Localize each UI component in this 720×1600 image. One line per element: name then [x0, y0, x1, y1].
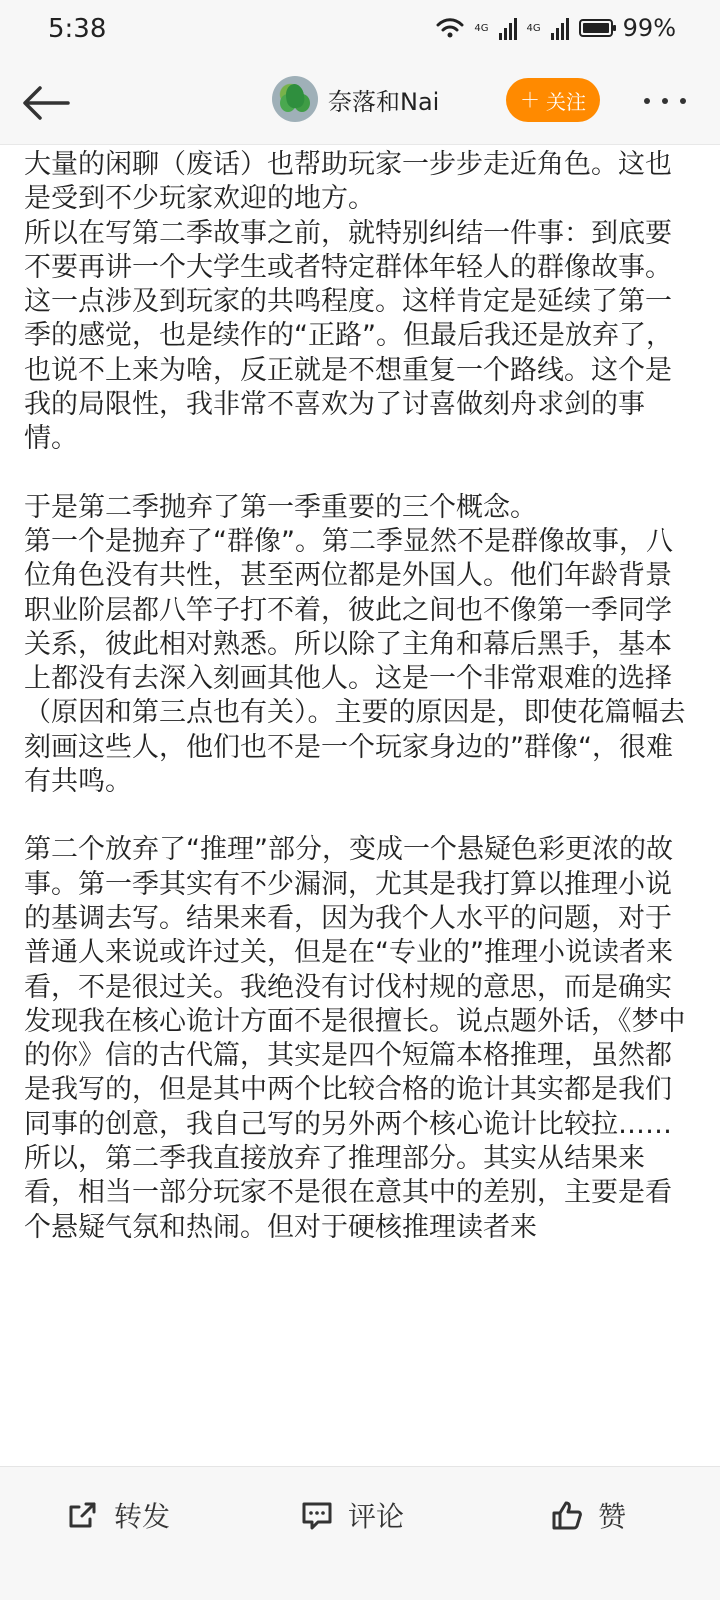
paragraph: 第一个是抛弃了“群像”。第二季显然不是群像故事，八位角色没有共性，甚至两位都是外国人。他们年龄背景职业阶层都八竿子打不着，彼此之间也不像第一季同学关系，彼此相对熟悉。所以除了主角和幕后黑手，基本上都没有去深入刻画其他人。这是一个非常艰难的选择（原因和第三点也有关）。主要的原因是，即使花篇幅去刻画这些人，他们也不是一个玩家身边的”群像“，很难有共鸣。 [24, 525, 686, 798]
thumb-up-icon [550, 1499, 584, 1531]
paragraph: 所以在写第二季故事之前，就特别纠结一件事：到底要不要再讲一个大学生或者特定群体年轻人的群像故事。这一点涉及到玩家的共鸣程度。这样肯定是延续了第一季的感觉，也是续作的“正路”。但最后我还是放弃了，也说不上来为啥，反正就是不想重复一个路线。这个是我的局限性，我非常不喜欢为了讨喜做刻舟求剑的事情。 [24, 217, 673, 455]
plus-icon: ＋ [520, 88, 540, 112]
comment-icon [300, 1499, 334, 1531]
paragraph: 第二个放弃了“推理”部分，变成一个悬疑色彩更浓的故事。第一季其实有不少漏洞，尤其是我打算以推理小说的基调去写。结果来看，因为我个人水平的问题，对于普通人来说或许过关，但是在“专业的”推理小说读者来看，不是很过关。我绝没有讨伐村规的意思，而是确实发现我在核心诡计方面不是很擅长。说点题外话，《梦中的你》信的古代篇，其实是四个短篇本格推理，虽然都是我写的，但是其中两个比较合格的诡计其实都是我们同事的创意，我自己写的另外两个核心诡计比较拉……所以，第二季我直接放弃了推理部分。其实从结果来看，相当一部分玩家不是很在意其中的差别，主要是看个悬疑气氛和热闹。但对于硬核推理读者来 [24, 834, 686, 1243]
wifi-icon [436, 17, 464, 39]
battery-percent: 99% [622, 14, 676, 42]
network-label-2: 4G [526, 22, 541, 34]
share-label: 转发 [114, 1500, 171, 1533]
paragraph: 大量的闲聊（废话）也帮助玩家一步步走近角色。这也是受到不少玩家欢迎的地方。 [24, 149, 672, 215]
follow-button[interactable] [506, 78, 600, 122]
status-indicators [436, 14, 676, 42]
more-dot [680, 98, 686, 104]
back-arrow-icon[interactable] [18, 80, 72, 126]
signal-icon [551, 16, 569, 40]
top-nav [0, 64, 720, 145]
follow-label: 关注 [546, 89, 586, 114]
share-icon [66, 1499, 100, 1531]
like-label: 赞 [598, 1500, 627, 1533]
post-content [24, 148, 696, 1468]
comment-label: 评论 [348, 1500, 405, 1533]
paragraph: 于是第二季抛弃了第一季重要的三个概念。 [24, 491, 537, 523]
avatar[interactable] [272, 76, 318, 122]
comment-button[interactable] [300, 1495, 404, 1535]
author-info[interactable] [272, 76, 439, 122]
network-label-1: 4G [474, 22, 489, 34]
blank-line [24, 799, 696, 833]
status-bar [0, 0, 720, 64]
like-button[interactable] [550, 1495, 626, 1535]
status-time: 5:38 [48, 14, 107, 44]
more-dot [644, 98, 650, 104]
more-icon[interactable] [644, 98, 686, 104]
share-button[interactable] [66, 1495, 170, 1535]
signal-icon [499, 16, 517, 40]
more-dot [662, 98, 668, 104]
bottom-action-bar [0, 1466, 720, 1600]
username[interactable]: 奈落和Nai [328, 87, 440, 116]
battery-icon [579, 19, 613, 37]
blank-line [24, 457, 696, 491]
